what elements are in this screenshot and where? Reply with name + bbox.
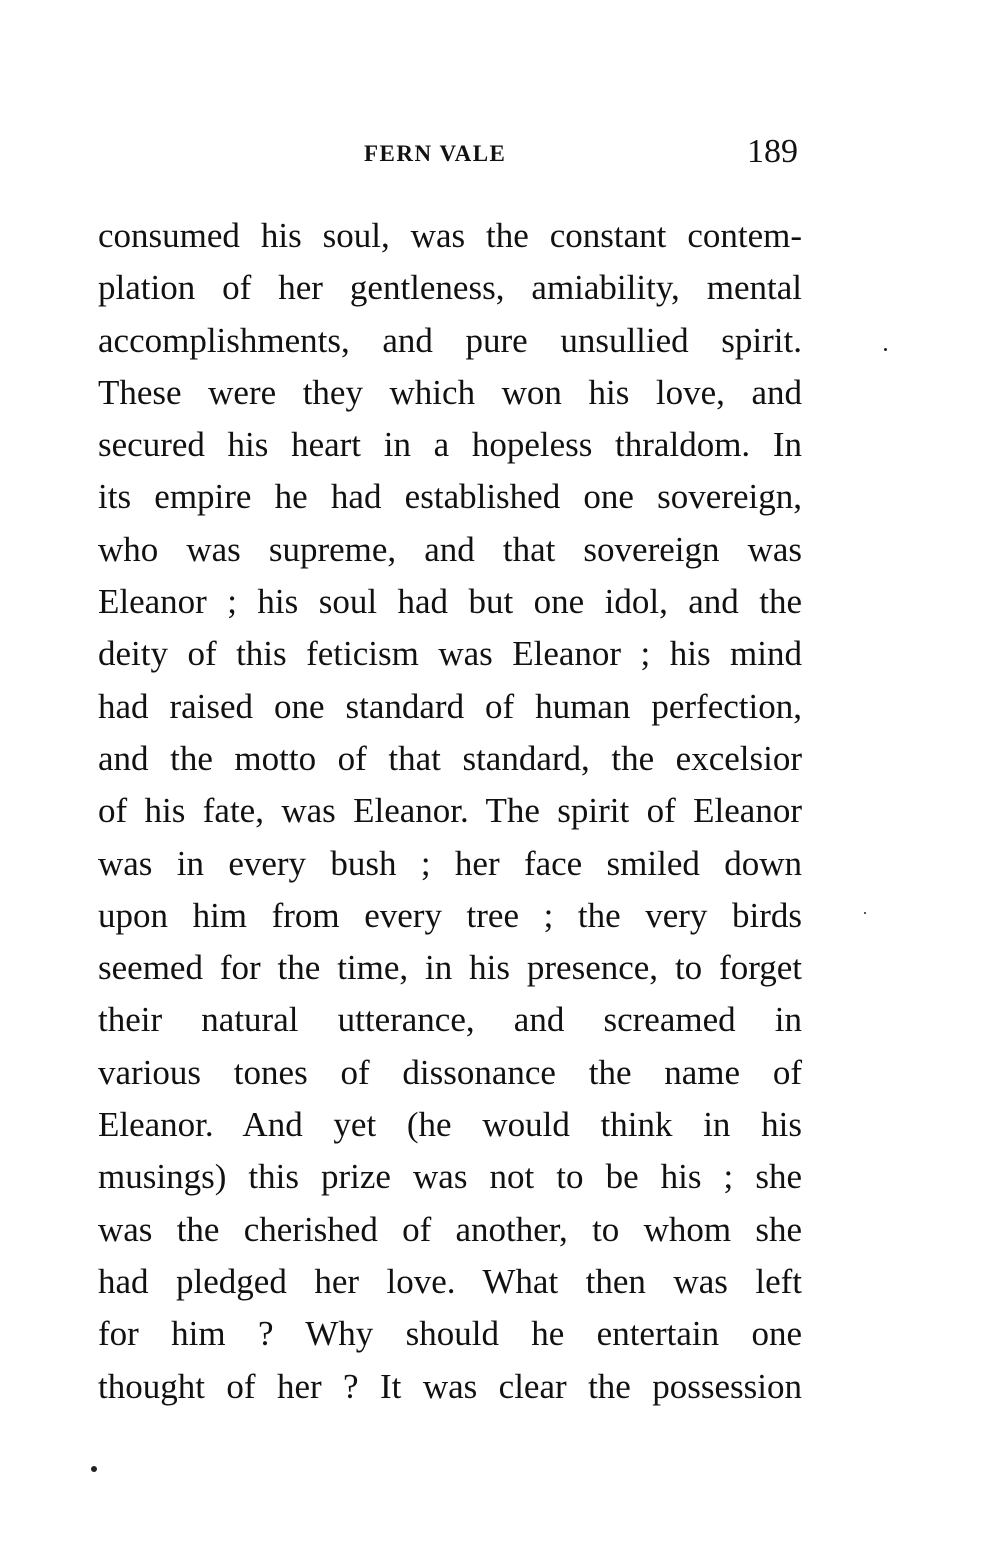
body-text [98,210,802,1413]
text-line: plation of her gentleness, amiability, mental [98,268,802,308]
text-line: These were they which won his love, and [98,372,802,412]
text-line: Eleanor ; his soul had but one idol, and the [98,582,802,622]
text-line: was in every bush ; her face smiled down [98,843,802,883]
text-line: and the motto of that standard, the excelsior [98,738,802,778]
text-line: seemed for the time, in his presence, to forget [98,948,802,988]
text-line: who was supreme, and that sovereign was [98,529,802,569]
text-line: Eleanor. And yet (he would think in his [98,1105,802,1145]
text-line: accomplishments, and pure unsullied spirit. [98,320,802,360]
text-line: musings) this prize was not to be his ; she [98,1157,802,1197]
text-line: was the cherished of another, to whom she [98,1209,802,1249]
text-line: had pledged her love. What then was left [98,1261,802,1301]
text-line: for him ? Why should he entertain one [98,1314,802,1354]
text-line: secured his heart in a hopeless thraldom. In [98,425,802,465]
page-number: 189 [747,133,798,170]
running-title: FERN VALE [364,141,507,166]
scan-speck [864,912,866,914]
running-head [98,133,798,173]
text-line: their natural utterance, and screamed in [98,1000,802,1040]
text-line: consumed his soul, was the constant contem- [98,216,802,255]
text-line: of his fate, was Eleanor. The spirit of Eleanor [98,791,802,831]
scan-speck [91,1466,97,1472]
text-line: had raised one standard of human perfection, [98,686,802,726]
text-line: upon him from every tree ; the very birds [98,895,802,935]
text-line: deity of this feticism was Eleanor ; his mind [98,634,802,674]
scan-speck [884,348,887,351]
text-line: various tones of dissonance the name of [98,1052,802,1092]
text-line: its empire he had established one sovereign, [98,477,802,517]
text-line: thought of her ? It was clear the possession [98,1366,802,1406]
